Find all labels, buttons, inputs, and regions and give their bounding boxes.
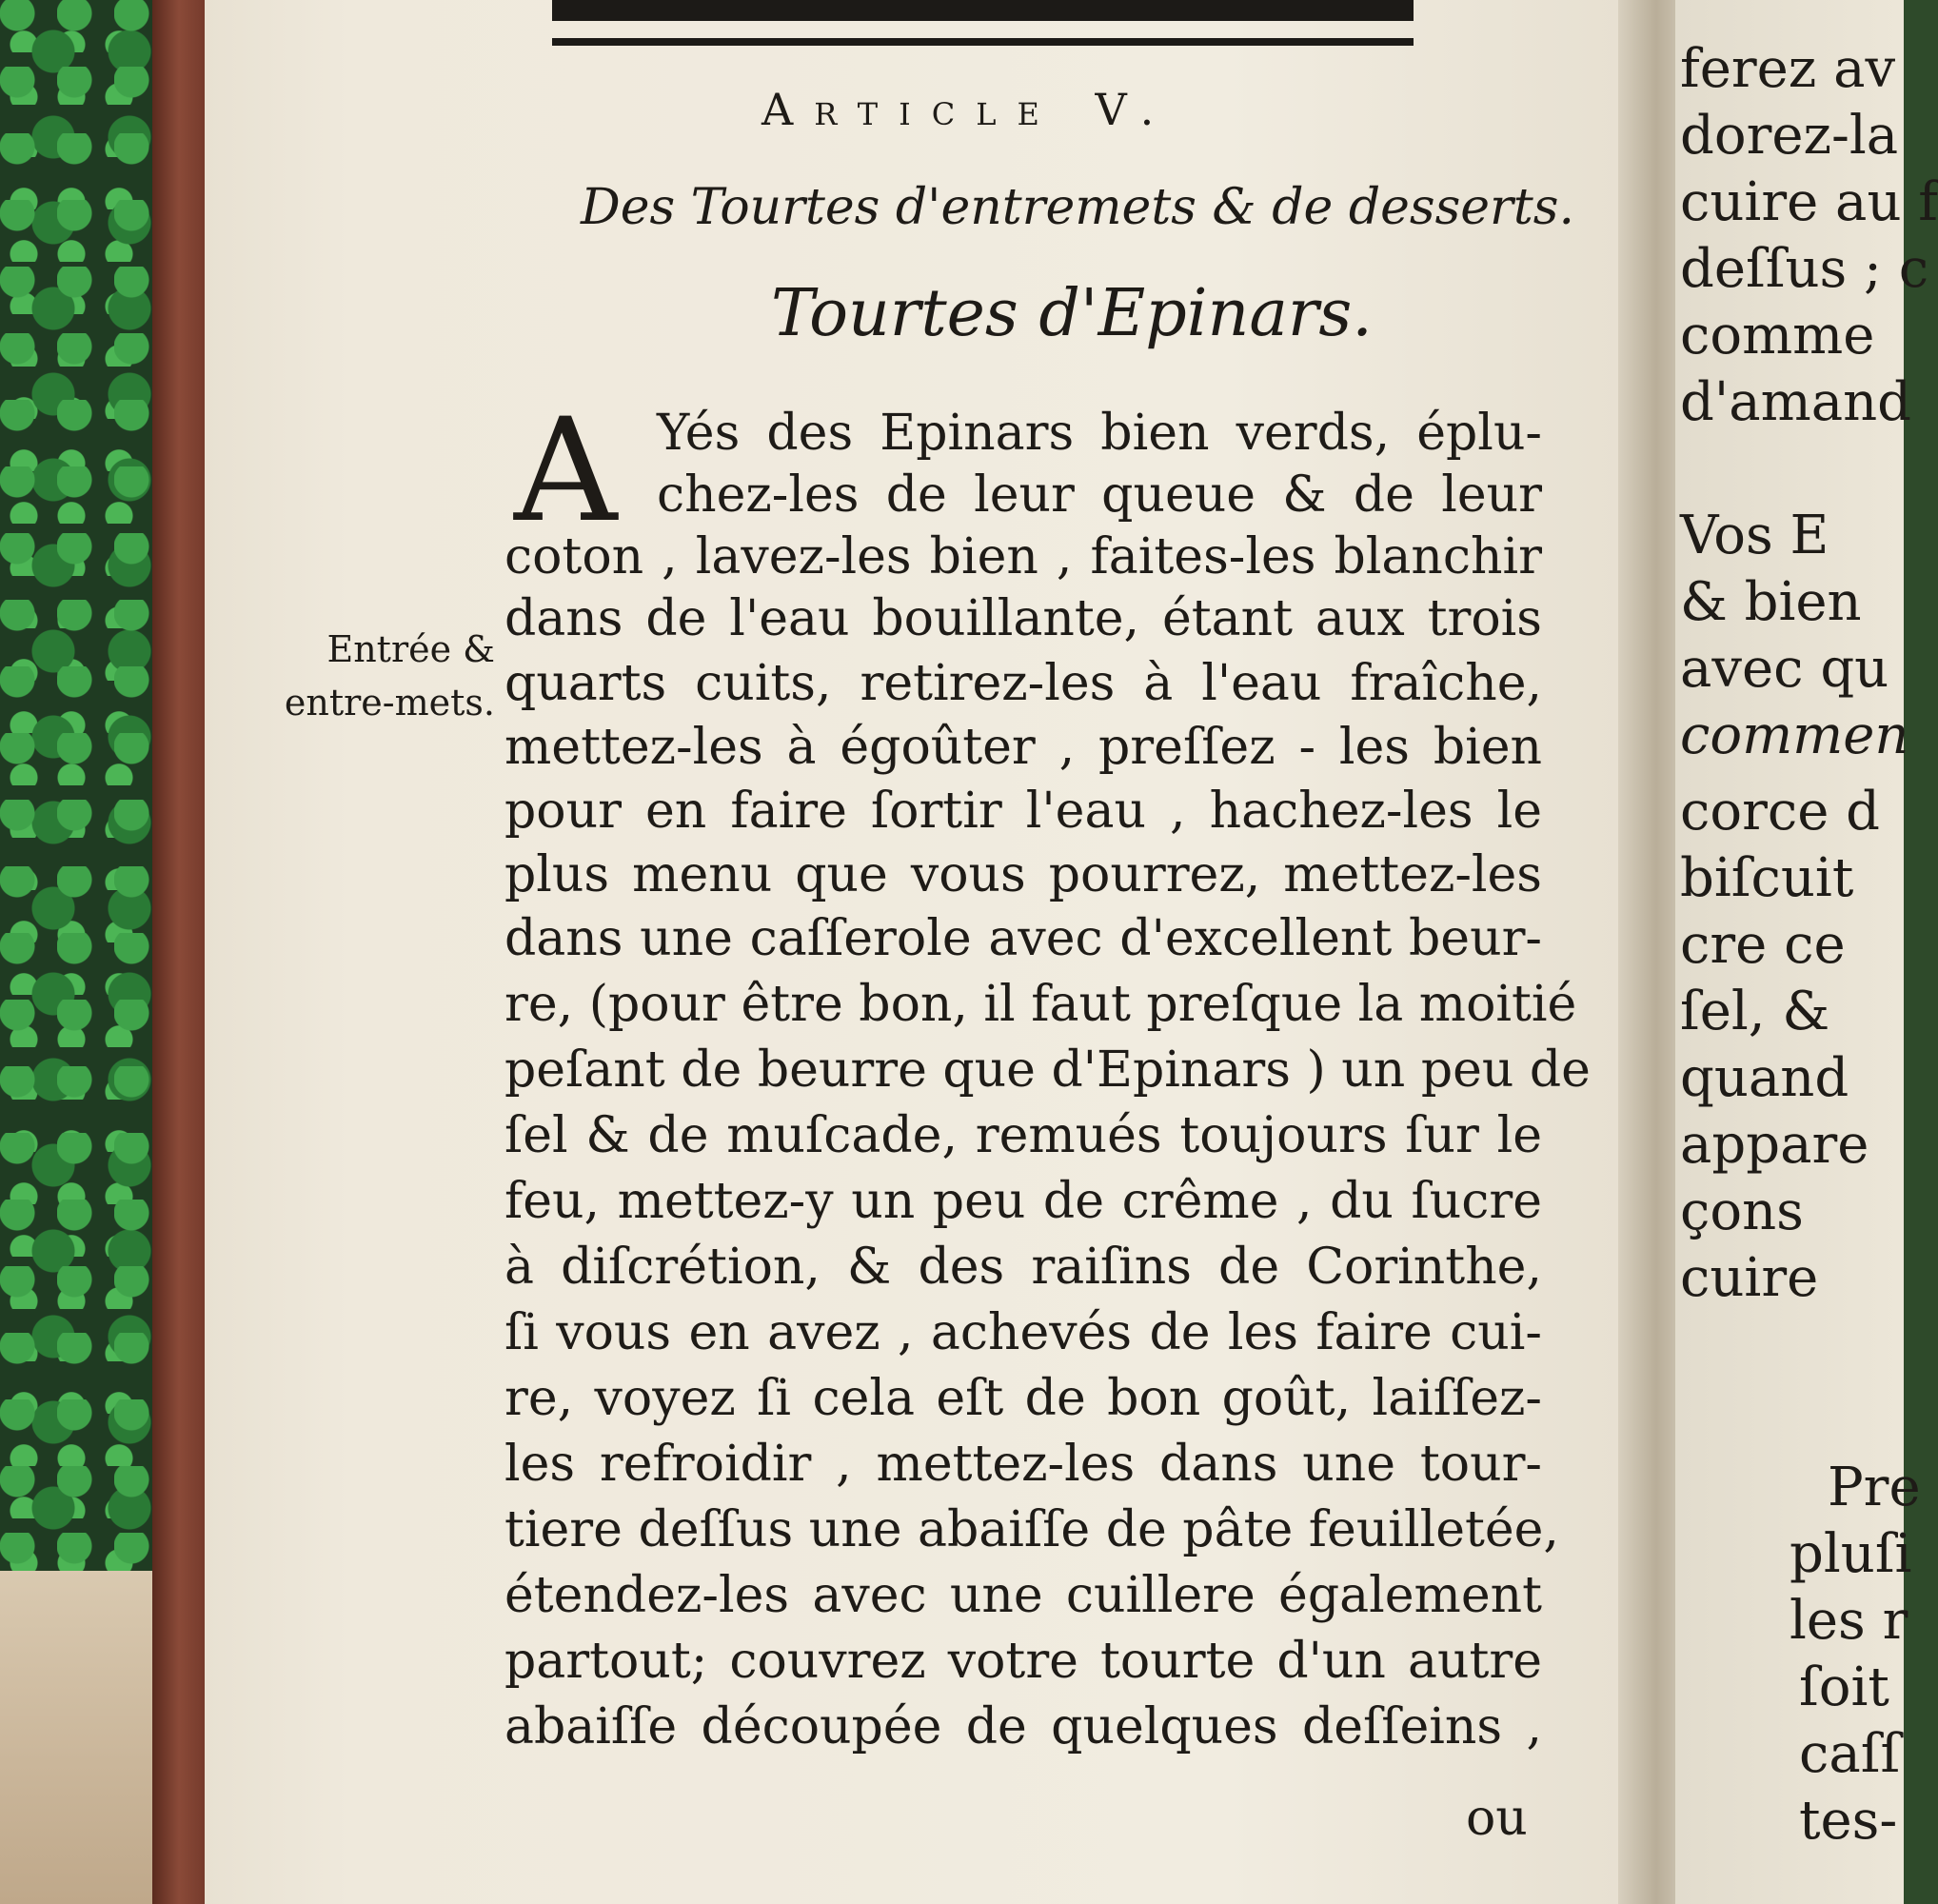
right-page-line: les r <box>1790 1590 1908 1652</box>
right-page-line: cuire <box>1680 1247 1819 1309</box>
body-line: re, voyez ſi cela eſt de bon goût, laiſſez- <box>504 1370 1542 1427</box>
body-line: dans de l'eau bouillante, étant aux trois <box>504 590 1542 647</box>
header-rule-thick <box>552 0 1414 21</box>
right-page-line: corce d <box>1680 781 1880 843</box>
drop-cap: A <box>514 388 618 554</box>
body-line: Yés des Epinars bien verds, éplu- <box>657 405 1542 462</box>
body-line: chez-les de leur queue & de leur <box>657 466 1542 524</box>
right-page-line: biſcuit <box>1680 847 1854 909</box>
recipe-title: Tourtes d'Epinars. <box>771 276 1373 351</box>
body-line: abaiſſe découpée de quelques deſſeins , <box>504 1698 1542 1755</box>
right-page-line: çons <box>1680 1180 1804 1242</box>
body-line: ſi vous en avez , achevés de les faire cui- <box>504 1304 1542 1361</box>
right-page-line: dorez-la <box>1680 105 1899 167</box>
body-line: tiere deſſus une abaiſſe de pâte feuilletée, <box>504 1501 1559 1558</box>
right-page-line: cuire au f <box>1680 171 1938 233</box>
article-heading: Article V. <box>761 84 1176 135</box>
section-subtitle: Des Tourtes d'entremets & de desserts. <box>581 179 1575 236</box>
right-page-line: deſſus ; c <box>1680 238 1929 300</box>
right-page-line: Vos E <box>1680 505 1829 566</box>
body-line: les refroidir , mettez-les dans une tour- <box>504 1436 1542 1493</box>
right-page-line: tes- <box>1799 1790 1898 1852</box>
margin-note-line1: Entrée & <box>326 628 495 670</box>
header-rule-thin <box>552 38 1414 46</box>
right-page-line: ferez av <box>1680 38 1896 100</box>
body-line: pour en faire ſortir l'eau , hachez-les le <box>504 783 1542 840</box>
body-line: re, (pour être bon, il faut preſque la moitié <box>504 976 1577 1033</box>
body-line: partout; couvrez votre tourte d'un autre <box>504 1633 1542 1690</box>
right-page-line: ſel, & <box>1680 981 1830 1042</box>
right-page-line: comme <box>1680 305 1875 367</box>
body-line: quarts cuits, retirez-les à l'eau fraîche, <box>504 655 1542 712</box>
body-line: plus menu que vous pourrez, mettez-les <box>504 846 1542 903</box>
right-page-line: Pre <box>1828 1457 1921 1518</box>
right-page-line: appare <box>1680 1114 1869 1176</box>
right-page-line: quand <box>1680 1047 1849 1109</box>
margin-note-line2: entre-mets. <box>284 682 495 724</box>
body-line: coton , lavez-les bien , faites-les blanchir <box>504 528 1542 585</box>
right-page-line: & bien <box>1680 571 1862 633</box>
catchword: ou <box>1466 1790 1528 1847</box>
right-page-line: avec qu <box>1680 638 1889 700</box>
body-line: ſel & de muſcade, remués toujours ſur le <box>504 1107 1542 1164</box>
body-line: mettez-les à égoûter , preſſez - les bien <box>504 719 1542 776</box>
body-line: dans une caſſerole avec d'excellent beur- <box>504 910 1542 967</box>
right-page-line: commen <box>1680 704 1909 766</box>
body-line: à diſcrétion, & des raiſins de Corinthe, <box>504 1239 1542 1296</box>
right-page-line: pluſi <box>1790 1523 1912 1585</box>
right-page-line: ſoit <box>1799 1656 1889 1718</box>
body-line: peſant de beurre que d'Epinars ) un peu de <box>504 1041 1591 1099</box>
body-line: étendez-les avec une cuillere également <box>504 1567 1542 1624</box>
right-page-line: caſſ <box>1799 1723 1901 1785</box>
right-page-line: cre ce <box>1680 914 1846 976</box>
body-line: feu, mettez-y un peu de crême , du ſucre <box>504 1173 1542 1230</box>
right-page-line: d'amand <box>1680 371 1912 433</box>
